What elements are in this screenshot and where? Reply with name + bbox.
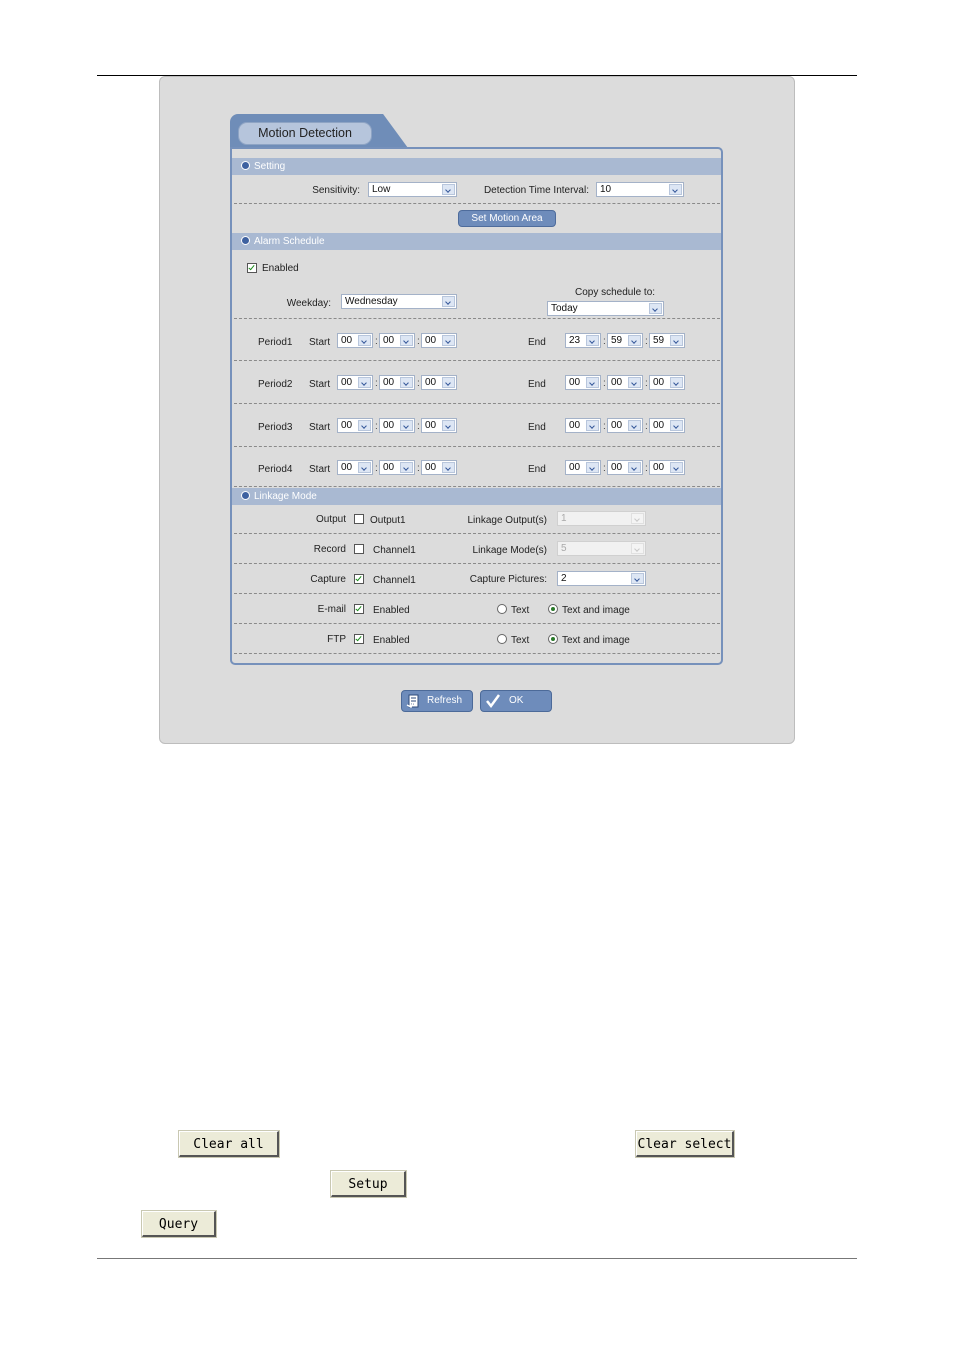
period-start-select[interactable]: 00	[337, 460, 373, 475]
chevron-down-icon	[358, 377, 371, 388]
period-start-select[interactable]: 00	[379, 375, 415, 390]
chevron-down-icon	[586, 377, 599, 388]
linkage-outputs-label: Linkage Output(s)	[467, 515, 547, 526]
period-start-select[interactable]: 00	[379, 418, 415, 433]
linkage-outputs-select: 1	[557, 511, 646, 526]
output-label: Output	[315, 514, 346, 525]
chevron-down-icon	[442, 462, 455, 473]
schedule-enabled-label: Enabled	[262, 263, 299, 274]
section-bullet-icon	[241, 491, 250, 500]
time-separator: :	[645, 421, 648, 432]
email-text-label: Text	[511, 605, 530, 616]
chevron-down-icon	[628, 462, 641, 473]
end-label: End	[528, 379, 546, 390]
chevron-down-icon	[358, 420, 371, 431]
divider	[234, 623, 720, 624]
divider	[234, 446, 720, 447]
period-end-select[interactable]: 00	[649, 418, 685, 433]
chevron-down-icon	[586, 462, 599, 473]
output1-label: Output1	[370, 515, 406, 526]
chevron-down-icon	[442, 420, 455, 431]
bottom-rule	[97, 1258, 857, 1259]
start-label: Start	[309, 337, 331, 348]
chevron-down-icon	[669, 184, 682, 195]
linkage-modes-select: 5	[557, 541, 646, 556]
section-bullet-icon	[241, 236, 250, 245]
ok-label: OK	[509, 695, 524, 706]
email-text-radio[interactable]	[497, 604, 507, 614]
chevron-down-icon	[400, 335, 413, 346]
section-title: Alarm Schedule	[254, 236, 325, 247]
section-bullet-icon	[241, 161, 250, 170]
period-start-select[interactable]: 00	[421, 333, 457, 348]
divider	[234, 403, 720, 404]
time-separator: :	[603, 336, 606, 347]
period-end-select[interactable]: 00	[565, 418, 601, 433]
period-end-select[interactable]: 00	[607, 375, 643, 390]
chevron-down-icon	[631, 543, 644, 554]
time-separator: :	[417, 421, 420, 432]
section-linkage-mode	[232, 488, 721, 505]
tab-motion-detection[interactable]: Motion Detection	[238, 122, 372, 145]
start-label: Start	[309, 379, 331, 390]
email-text-image-label: Text and image	[562, 605, 630, 616]
divider	[234, 563, 720, 564]
linkage-modes-label: Linkage Mode(s)	[472, 545, 547, 556]
capture-pictures-label: Capture Pictures:	[469, 574, 547, 585]
chevron-down-icon	[400, 462, 413, 473]
time-separator: :	[645, 378, 648, 389]
chevron-down-icon	[442, 377, 455, 388]
copy-schedule-select[interactable]: Today	[547, 301, 664, 316]
divider	[234, 593, 720, 594]
time-separator: :	[417, 463, 420, 474]
period-end-select[interactable]: 59	[649, 333, 685, 348]
chevron-down-icon	[358, 462, 371, 473]
period-label: Period2	[258, 379, 293, 390]
interval-label: Detection Time Interval:	[483, 185, 589, 196]
time-separator: :	[417, 336, 420, 347]
chevron-down-icon	[670, 462, 683, 473]
period-start-select[interactable]: 00	[421, 375, 457, 390]
ftp-label: FTP	[327, 634, 346, 645]
ftp-text-image-label: Text and image	[562, 635, 630, 646]
weekday-label: Weekday:	[286, 298, 331, 309]
period-label: Period1	[258, 337, 293, 348]
divider	[234, 533, 720, 534]
ftp-text-label: Text	[511, 635, 530, 646]
query-button[interactable]: Query	[142, 1211, 216, 1237]
period-start-select[interactable]: 00	[337, 333, 373, 348]
divider	[234, 486, 720, 487]
period-end-select[interactable]: 00	[649, 460, 685, 475]
clear-all-button[interactable]: Clear all	[179, 1131, 279, 1157]
ftp-text-image-radio[interactable]	[548, 634, 558, 644]
interval-select[interactable]: 10	[596, 182, 684, 197]
period-label: Period4	[258, 464, 293, 475]
copy-schedule-label: Copy schedule to:	[575, 287, 656, 298]
chevron-down-icon	[628, 377, 641, 388]
divider	[234, 360, 720, 361]
period-end-select[interactable]: 00	[565, 460, 601, 475]
chevron-down-icon	[670, 420, 683, 431]
ftp-enabled-checkbox[interactable]	[354, 634, 364, 644]
time-separator: :	[645, 336, 648, 347]
end-label: End	[528, 422, 546, 433]
time-separator: :	[375, 336, 378, 347]
start-label: Start	[309, 464, 331, 475]
period-end-select[interactable]: 00	[565, 375, 601, 390]
divider	[234, 653, 720, 654]
chevron-down-icon	[358, 335, 371, 346]
time-separator: :	[603, 378, 606, 389]
chevron-down-icon	[649, 303, 662, 314]
period-end-select[interactable]: 00	[649, 375, 685, 390]
chevron-down-icon	[442, 184, 455, 195]
ftp-text-radio[interactable]	[497, 634, 507, 644]
capture-channel1-checkbox[interactable]	[354, 574, 364, 584]
setup-button[interactable]: Setup	[331, 1171, 406, 1197]
record-label: Record	[313, 544, 346, 555]
time-separator: :	[375, 421, 378, 432]
sensitivity-label: Sensitivity:	[312, 185, 360, 196]
chevron-down-icon	[400, 377, 413, 388]
email-enabled-checkbox[interactable]	[354, 604, 364, 614]
end-label: End	[528, 337, 546, 348]
time-separator: :	[417, 378, 420, 389]
period-start-select[interactable]: 00	[379, 460, 415, 475]
refresh-icon	[406, 693, 422, 709]
chevron-down-icon	[670, 377, 683, 388]
time-separator: :	[603, 463, 606, 474]
chevron-down-icon	[442, 296, 455, 307]
period-start-select[interactable]: 00	[379, 333, 415, 348]
period-start-select[interactable]: 00	[421, 460, 457, 475]
weekday-select[interactable]: Wednesday	[341, 294, 457, 309]
section-title: Linkage Mode	[254, 491, 317, 502]
section-title: Setting	[254, 161, 286, 172]
chevron-down-icon	[670, 335, 683, 346]
refresh-button[interactable]	[401, 690, 473, 712]
period-end-select[interactable]: 00	[607, 418, 643, 433]
email-label: E-mail	[317, 604, 346, 615]
chevron-down-icon	[400, 420, 413, 431]
time-separator: :	[375, 378, 378, 389]
chevron-down-icon	[586, 420, 599, 431]
time-separator: :	[645, 463, 648, 474]
start-label: Start	[309, 422, 331, 433]
period-end-select[interactable]: 23	[565, 333, 601, 348]
capture-pictures-select[interactable]: 2	[557, 571, 646, 586]
chevron-down-icon	[631, 573, 644, 584]
chevron-down-icon	[628, 335, 641, 346]
section-setting	[232, 158, 721, 175]
output1-checkbox[interactable]	[354, 514, 364, 524]
capture-channel1-label: Channel1	[373, 575, 416, 586]
chevron-down-icon	[442, 335, 455, 346]
chevron-down-icon	[586, 335, 599, 346]
ok-button[interactable]	[480, 690, 552, 712]
ftp-enabled-label: Enabled	[373, 635, 410, 646]
clear-select-button[interactable]: Clear select	[636, 1131, 734, 1157]
email-text-image-radio[interactable]	[548, 604, 558, 614]
period-end-select[interactable]: 59	[607, 333, 643, 348]
period-label: Period3	[258, 422, 293, 433]
email-enabled-label: Enabled	[373, 605, 410, 616]
time-separator: :	[375, 463, 378, 474]
checkmark-icon	[485, 693, 501, 709]
chevron-down-icon	[628, 420, 641, 431]
section-alarm-schedule	[232, 233, 721, 250]
schedule-enabled-checkbox[interactable]	[247, 263, 257, 273]
divider	[234, 318, 720, 319]
sensitivity-select[interactable]: Low	[368, 182, 457, 197]
capture-label: Capture	[310, 574, 346, 585]
period-start-select[interactable]: 00	[421, 418, 457, 433]
record-channel1-label: Channel1	[373, 545, 416, 556]
chevron-down-icon	[631, 513, 644, 524]
time-separator: :	[603, 421, 606, 432]
set-motion-area-button[interactable]: Set Motion Area	[458, 210, 556, 227]
period-start-select[interactable]: 00	[337, 375, 373, 390]
end-label: End	[528, 464, 546, 475]
record-channel1-checkbox[interactable]	[354, 544, 364, 554]
period-start-select[interactable]: 00	[337, 418, 373, 433]
refresh-label: Refresh	[427, 695, 463, 706]
divider	[234, 203, 720, 204]
period-end-select[interactable]: 00	[607, 460, 643, 475]
